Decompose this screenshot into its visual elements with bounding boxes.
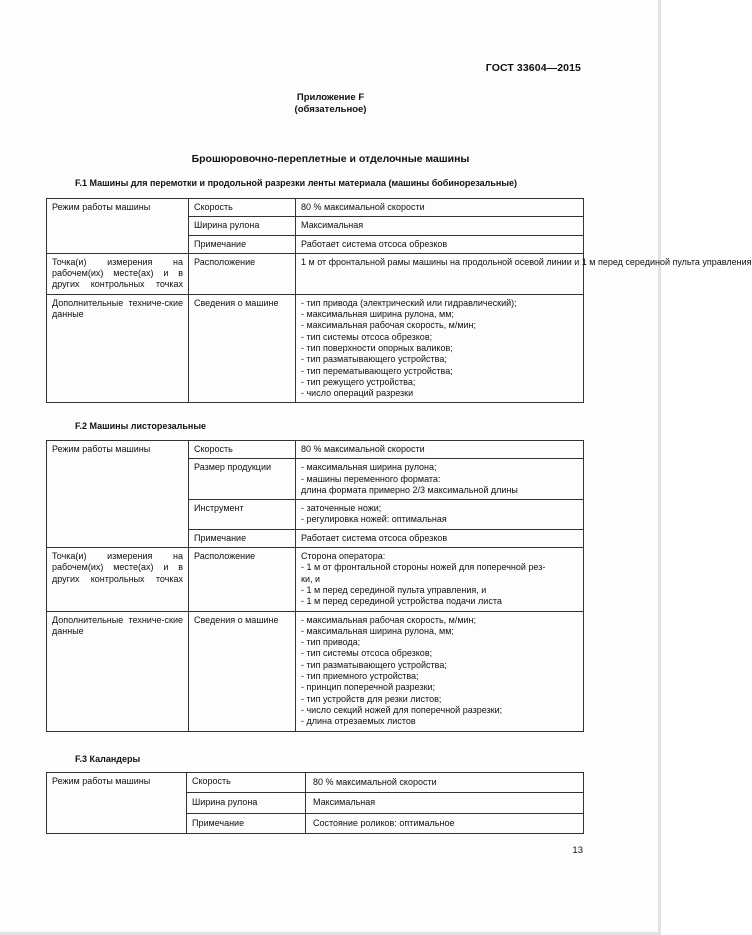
cell-line: - регулировка ножей: оптимальная xyxy=(301,514,447,525)
cell-line: - тип приемного устройства; xyxy=(301,671,419,682)
standard-code: ГОСТ 33604—2015 xyxy=(485,62,581,74)
table-cell: Примечание xyxy=(187,813,306,833)
cell-line: - тип режущего устройства; xyxy=(301,376,416,387)
table-cell: Состояние роликов: оптимальное xyxy=(306,813,584,833)
cell-line: - тип привода; xyxy=(301,637,361,648)
table-cell: Скорость xyxy=(189,199,296,217)
table-cell xyxy=(296,294,584,403)
cell-line: - 1 м перед серединой устройства подачи листа xyxy=(301,596,502,607)
table-row xyxy=(47,773,584,793)
cell-line: ки, и xyxy=(301,573,320,584)
cell-line: - максимальная ширина рулона, мм; xyxy=(301,309,454,320)
table-cell xyxy=(296,611,584,731)
table-row xyxy=(47,294,584,403)
cell-line: - максимальная ширина рулона; xyxy=(301,462,437,473)
cell-line: - тип системы отсоса обрезков; xyxy=(301,331,433,342)
table-cell: Режим работы машины xyxy=(47,441,189,548)
table-row xyxy=(47,253,584,294)
table-cell: Сведения о машине xyxy=(189,294,296,403)
table-row xyxy=(47,611,584,731)
table-cell: Примечание xyxy=(189,235,296,253)
cell-line: 1 м от фронтальной рамы машины на продольной осевой линии и 1 м перед серединой пульта управления xyxy=(301,256,752,267)
table-cell xyxy=(296,500,584,530)
cell-line: - машины переменного формата: xyxy=(301,473,441,484)
section-heading-f2: F.2 Машины листорезальные xyxy=(75,421,207,431)
table-cell: Дополнительные техниче-ские данные xyxy=(47,294,189,403)
table-cell: 80 % максимальной скорости xyxy=(296,199,584,217)
table-cell: Сведения о машине xyxy=(189,611,296,731)
cell-line: - 1 м перед серединой пульта управления, и xyxy=(301,584,487,595)
table-f2 xyxy=(46,440,584,732)
cell-line: - тип поверхности опорных валиков; xyxy=(301,342,453,353)
table-cell: Точка(и) измерения на рабочем(их) месте(ах) и в других контрольных точках xyxy=(47,253,189,294)
table-cell: Размер продукции xyxy=(189,459,296,500)
table-cell xyxy=(296,548,584,611)
table-cell: Точка(и) измерения на рабочем(их) месте(ах) и в других контрольных точках xyxy=(47,548,189,611)
table-row xyxy=(47,441,584,459)
annex-title: Приложение F xyxy=(296,92,365,103)
table-cell: Работает система отсоса обрезков xyxy=(296,235,584,253)
table-f3 xyxy=(46,772,584,834)
section-heading-f3: F.3 Каландеры xyxy=(75,754,141,764)
annex-heading xyxy=(0,92,661,116)
annex-subtitle: (обязательное) xyxy=(294,104,367,115)
section-heading-f1: F.1 Машины для перемотки и продольной разрезки ленты материала (машины бобинорезальные) xyxy=(75,178,518,188)
cell-line: - число секций ножей для поперечной разрезки; xyxy=(301,704,503,715)
table-cell xyxy=(296,459,584,500)
cell-line: - длина отрезаемых листов xyxy=(301,716,416,727)
table-row xyxy=(47,548,584,611)
table-cell: Расположение xyxy=(189,253,296,294)
cell-line: - тип привода (электрический или гидравлический); xyxy=(301,297,517,308)
cell-line: - 1 м от фронтальной стороны ножей для поперечной рез- xyxy=(301,562,546,573)
table-cell: 80 % максимальной скорости xyxy=(306,773,584,793)
table-cell: Расположение xyxy=(189,548,296,611)
main-title: Брошюровочно-переплетные и отделочные машины xyxy=(191,153,470,165)
table-row xyxy=(47,199,584,217)
table-cell: 80 % максимальной скорости xyxy=(296,441,584,459)
cell-line: - максимальная рабочая скорость, м/мин; xyxy=(301,614,477,625)
table-cell: Максимальная xyxy=(296,217,584,235)
table-cell: Работает система отсоса обрезков xyxy=(296,529,584,547)
cell-line: - тип разматывающего устройства; xyxy=(301,659,447,670)
table-cell: Режим работы машины xyxy=(47,773,187,834)
table-cell: Ширина рулона xyxy=(187,793,306,813)
cell-line: - максимальная рабочая скорость, м/мин; xyxy=(301,320,477,331)
table-cell: Максимальная xyxy=(306,793,584,813)
cell-line: - максимальная ширина рулона, мм; xyxy=(301,625,454,636)
cell-line: - принцип поперечной разрезки; xyxy=(301,682,436,693)
cell-line: - тип разматывающего устройства; xyxy=(301,354,447,365)
table-cell: Скорость xyxy=(187,773,306,793)
table-cell: Примечание xyxy=(189,529,296,547)
table-cell: Режим работы машины xyxy=(47,199,189,254)
table-cell: Ширина рулона xyxy=(189,217,296,235)
table-f1 xyxy=(46,198,752,403)
cell-line: - тип системы отсоса обрезков; xyxy=(301,648,433,659)
table-cell: Скорость xyxy=(189,441,296,459)
cell-line: Сторона оператора: xyxy=(301,551,386,562)
cell-line: - тип устройств для резки листов; xyxy=(301,693,442,704)
cell-line: - заточенные ножи; xyxy=(301,503,382,514)
table-cell xyxy=(296,253,752,294)
cell-line: длина формата примерно 2/3 максимальной длины xyxy=(301,484,518,495)
table-cell: Дополнительные техниче-ские данные xyxy=(47,611,189,731)
table-cell: Инструмент xyxy=(189,500,296,530)
cell-line: - число операций разрезки xyxy=(301,388,414,399)
page-number: 13 xyxy=(572,845,583,856)
cell-line: - тип перематывающего устройства; xyxy=(301,365,453,376)
